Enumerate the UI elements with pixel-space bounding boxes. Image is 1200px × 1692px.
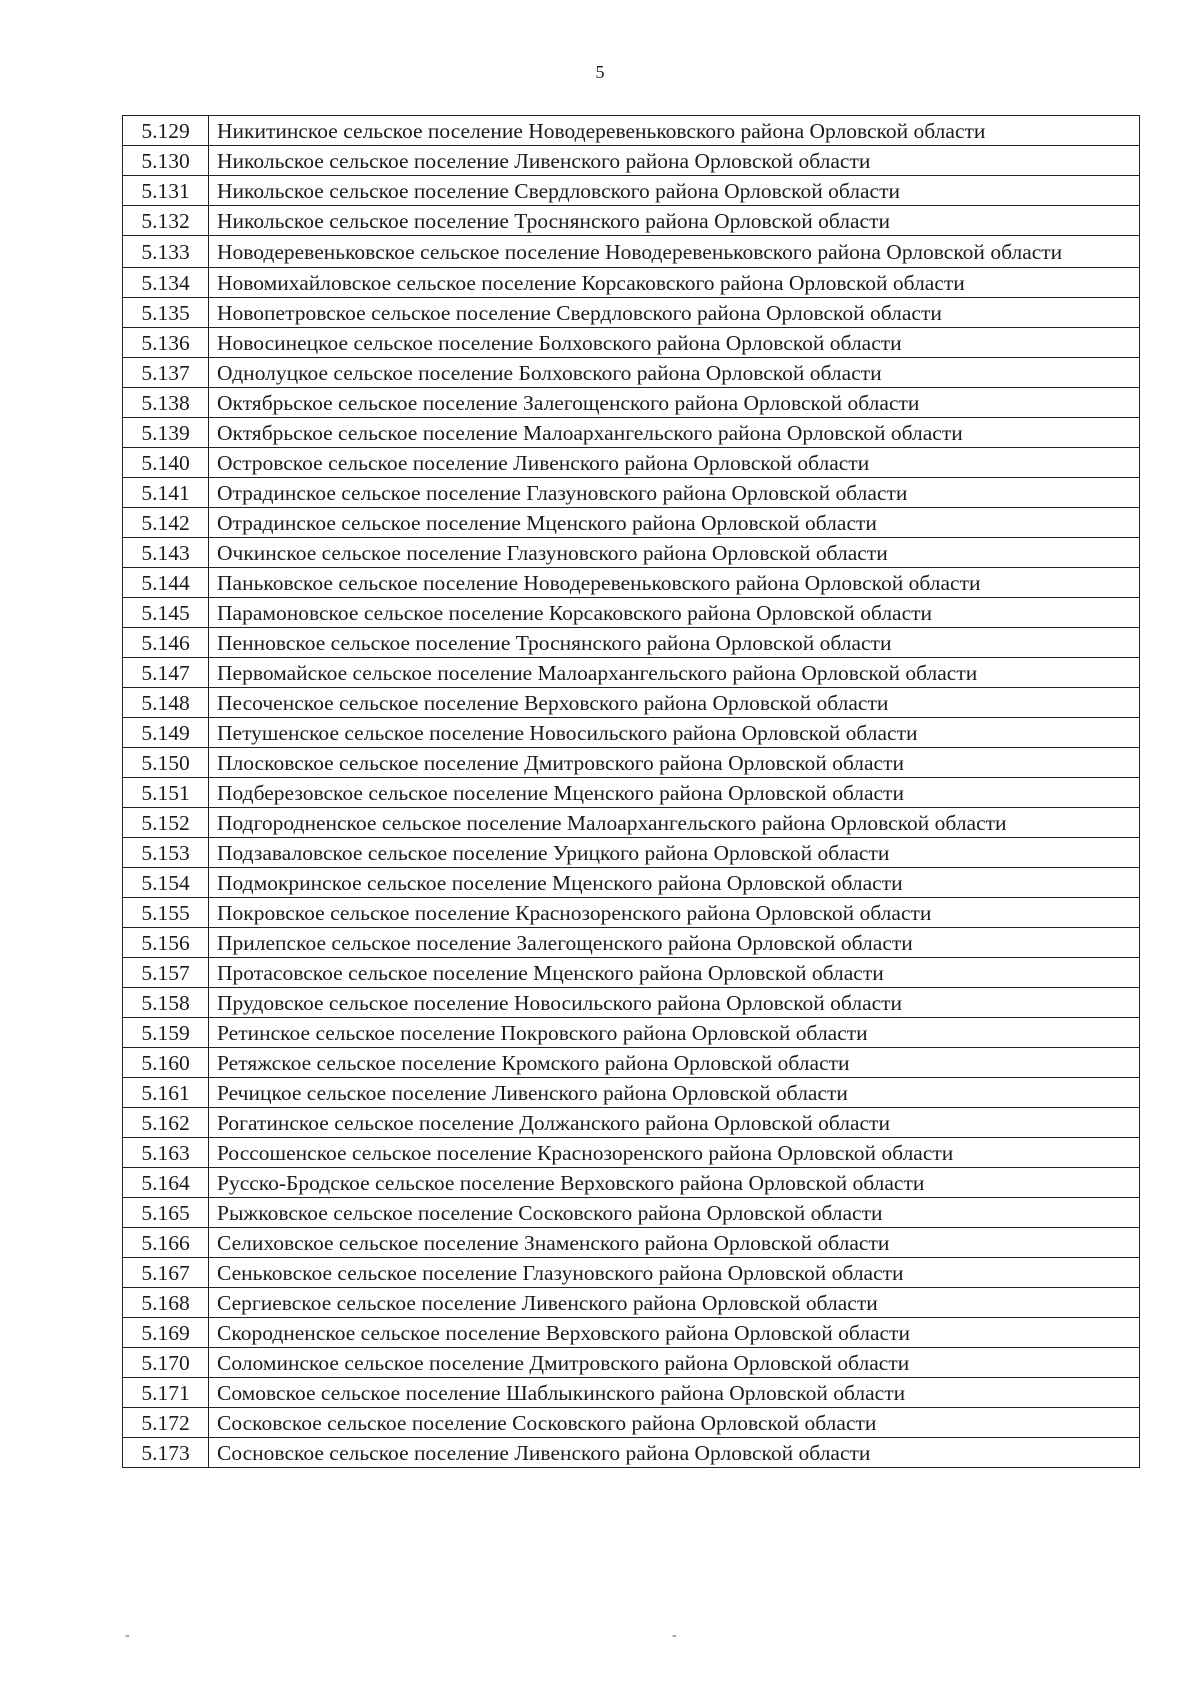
row-number-cell: 5.138 <box>123 388 209 418</box>
row-number-cell: 5.148 <box>123 688 209 718</box>
table-row <box>123 838 1140 868</box>
settlement-name-cell: Прудовское сельское поселение Новосильского района Орловской области <box>209 988 1140 1018</box>
table-body <box>123 116 1140 1468</box>
settlement-name-cell: Однолуцкое сельское поселение Болховского района Орловской области <box>209 358 1140 388</box>
settlement-name-cell: Речицкое сельское поселение Ливенского района Орловской области <box>209 1078 1140 1108</box>
settlement-name-cell: Покровское сельское поселение Краснозоренского района Орловской области <box>209 898 1140 928</box>
table-row <box>123 1258 1140 1288</box>
table-row <box>123 928 1140 958</box>
table-row <box>123 236 1140 268</box>
settlement-name-cell: Никольское сельское поселение Свердловского района Орловской области <box>209 176 1140 206</box>
table-row <box>123 176 1140 206</box>
row-number-cell: 5.157 <box>123 958 209 988</box>
row-number-cell: 5.172 <box>123 1408 209 1438</box>
row-number-cell: 5.152 <box>123 808 209 838</box>
row-number-cell: 5.164 <box>123 1168 209 1198</box>
row-number-cell: 5.160 <box>123 1048 209 1078</box>
settlement-name-cell: Новопетровское сельское поселение Свердловского района Орловской области <box>209 298 1140 328</box>
settlement-name-cell: Подберезовское сельское поселение Мценского района Орловской области <box>209 778 1140 808</box>
table-row <box>123 1438 1140 1468</box>
table-row <box>123 1348 1140 1378</box>
table-row <box>123 1288 1140 1318</box>
row-number-cell: 5.170 <box>123 1348 209 1378</box>
row-number-cell: 5.146 <box>123 628 209 658</box>
row-number-cell: 5.159 <box>123 1018 209 1048</box>
settlement-name-cell: Русско-Бродское сельское поселение Верховского района Орловской области <box>209 1168 1140 1198</box>
settlement-name-cell: Отрадинское сельское поселение Мценского района Орловской области <box>209 508 1140 538</box>
table-row <box>123 628 1140 658</box>
row-number-cell: 5.167 <box>123 1258 209 1288</box>
settlement-name-cell: Ретинское сельское поселение Покровского района Орловской области <box>209 1018 1140 1048</box>
table-row <box>123 1318 1140 1348</box>
settlement-name-cell: Соломинское сельское поселение Дмитровского района Орловской области <box>209 1348 1140 1378</box>
table-row <box>123 1078 1140 1108</box>
row-number-cell: 5.163 <box>123 1138 209 1168</box>
table-row <box>123 868 1140 898</box>
table-row <box>123 1018 1140 1048</box>
table-row <box>123 1408 1140 1438</box>
table-row <box>123 598 1140 628</box>
settlement-name-cell: Новомихайловское сельское поселение Корсаковского района Орловской области <box>209 268 1140 298</box>
table-row <box>123 268 1140 298</box>
settlement-name-cell: Протасовское сельское поселение Мценского района Орловской области <box>209 958 1140 988</box>
table-row <box>123 418 1140 448</box>
row-number-cell: 5.166 <box>123 1228 209 1258</box>
table-row <box>123 1108 1140 1138</box>
row-number-cell: 5.131 <box>123 176 209 206</box>
settlement-name-cell: Плосковское сельское поселение Дмитровского района Орловской области <box>209 748 1140 778</box>
settlement-name-cell: Подзаваловское сельское поселение Урицкого района Орловской области <box>209 838 1140 868</box>
settlement-name-cell: Сомовское сельское поселение Шаблыкинского района Орловской области <box>209 1378 1140 1408</box>
settlement-name-cell: Октябрьское сельское поселение Залегощенского района Орловской области <box>209 388 1140 418</box>
settlement-name-cell: Рогатинское сельское поселение Должанского района Орловской области <box>209 1108 1140 1138</box>
row-number-cell: 5.153 <box>123 838 209 868</box>
settlement-name-cell: Прилепское сельское поселение Залегощенского района Орловской области <box>209 928 1140 958</box>
table-row <box>123 958 1140 988</box>
row-number-cell: 5.143 <box>123 538 209 568</box>
row-number-cell: 5.135 <box>123 298 209 328</box>
table-row <box>123 538 1140 568</box>
row-number-cell: 5.142 <box>123 508 209 538</box>
table-row <box>123 748 1140 778</box>
settlement-name-cell: Пенновское сельское поселение Троснянского района Орловской области <box>209 628 1140 658</box>
table-row <box>123 1168 1140 1198</box>
table-row <box>123 688 1140 718</box>
scan-mark-left: - <box>125 1628 130 1643</box>
table-row <box>123 328 1140 358</box>
row-number-cell: 5.139 <box>123 418 209 448</box>
settlement-name-cell: Подмокринское сельское поселение Мценского района Орловской области <box>209 868 1140 898</box>
table-row <box>123 388 1140 418</box>
settlement-name-cell: Сергиевское сельское поселение Ливенского района Орловской области <box>209 1288 1140 1318</box>
table-row <box>123 718 1140 748</box>
table-row <box>123 478 1140 508</box>
settlement-name-cell: Первомайское сельское поселение Малоархангельского района Орловской области <box>209 658 1140 688</box>
row-number-cell: 5.151 <box>123 778 209 808</box>
row-number-cell: 5.158 <box>123 988 209 1018</box>
table-row <box>123 298 1140 328</box>
row-number-cell: 5.171 <box>123 1378 209 1408</box>
table-row <box>123 1378 1140 1408</box>
row-number-cell: 5.133 <box>123 236 209 268</box>
table-row <box>123 1228 1140 1258</box>
settlement-name-cell: Петушенское сельское поселение Новосильского района Орловской области <box>209 718 1140 748</box>
settlement-name-cell: Песоченское сельское поселение Верховского района Орловской области <box>209 688 1140 718</box>
row-number-cell: 5.134 <box>123 268 209 298</box>
row-number-cell: 5.162 <box>123 1108 209 1138</box>
settlement-name-cell: Новодеревеньковское сельское поселение Новодеревеньковского района Орловской области <box>209 236 1140 268</box>
table-row <box>123 448 1140 478</box>
table-row <box>123 1138 1140 1168</box>
row-number-cell: 5.147 <box>123 658 209 688</box>
settlement-name-cell: Новосинецкое сельское поселение Болховского района Орловской области <box>209 328 1140 358</box>
row-number-cell: 5.130 <box>123 146 209 176</box>
table-row <box>123 1048 1140 1078</box>
table-row <box>123 508 1140 538</box>
row-number-cell: 5.140 <box>123 448 209 478</box>
row-number-cell: 5.136 <box>123 328 209 358</box>
settlement-name-cell: Россошенское сельское поселение Краснозоренского района Орловской области <box>209 1138 1140 1168</box>
settlement-name-cell: Никольское сельское поселение Троснянского района Орловской области <box>209 206 1140 236</box>
table-row <box>123 658 1140 688</box>
table-row <box>123 1198 1140 1228</box>
settlement-name-cell: Паньковское сельское поселение Новодеревеньковского района Орловской области <box>209 568 1140 598</box>
settlement-name-cell: Очкинское сельское поселение Глазуновского района Орловской области <box>209 538 1140 568</box>
row-number-cell: 5.161 <box>123 1078 209 1108</box>
table-row <box>123 898 1140 928</box>
table-row <box>123 568 1140 598</box>
table-row <box>123 116 1140 146</box>
settlement-name-cell: Сосковское сельское поселение Сосковского района Орловской области <box>209 1408 1140 1438</box>
page-number: 5 <box>595 62 605 82</box>
table-row <box>123 146 1140 176</box>
row-number-cell: 5.129 <box>123 116 209 146</box>
row-number-cell: 5.144 <box>123 568 209 598</box>
row-number-cell: 5.165 <box>123 1198 209 1228</box>
table-row <box>123 358 1140 388</box>
row-number-cell: 5.173 <box>123 1438 209 1468</box>
settlement-name-cell: Отрадинское сельское поселение Глазуновского района Орловской области <box>209 478 1140 508</box>
settlement-name-cell: Никитинское сельское поселение Новодеревеньковского района Орловской области <box>209 116 1140 146</box>
row-number-cell: 5.150 <box>123 748 209 778</box>
row-number-cell: 5.141 <box>123 478 209 508</box>
settlement-name-cell: Скородненское сельское поселение Верховского района Орловской области <box>209 1318 1140 1348</box>
settlement-name-cell: Парамоновское сельское поселение Корсаковского района Орловской области <box>209 598 1140 628</box>
row-number-cell: 5.169 <box>123 1318 209 1348</box>
settlement-name-cell: Подгородненское сельское поселение Малоархангельского района Орловской области <box>209 808 1140 838</box>
row-number-cell: 5.137 <box>123 358 209 388</box>
settlement-name-cell: Рыжковское сельское поселение Сосковского района Орловской области <box>209 1198 1140 1228</box>
row-number-cell: 5.168 <box>123 1288 209 1318</box>
row-number-cell: 5.132 <box>123 206 209 236</box>
row-number-cell: 5.156 <box>123 928 209 958</box>
row-number-cell: 5.149 <box>123 718 209 748</box>
settlements-table <box>122 115 1140 1468</box>
table-row <box>123 206 1140 236</box>
settlement-name-cell: Селиховское сельское поселение Знаменского района Орловской области <box>209 1228 1140 1258</box>
table-row <box>123 778 1140 808</box>
settlement-name-cell: Октябрьское сельское поселение Малоархангельского района Орловской области <box>209 418 1140 448</box>
table-row <box>123 808 1140 838</box>
row-number-cell: 5.145 <box>123 598 209 628</box>
settlement-name-cell: Ретяжское сельское поселение Кромского района Орловской области <box>209 1048 1140 1078</box>
scan-mark-center: - <box>672 1628 677 1643</box>
settlement-name-cell: Сосновское сельское поселение Ливенского района Орловской области <box>209 1438 1140 1468</box>
settlement-name-cell: Никольское сельское поселение Ливенского района Орловской области <box>209 146 1140 176</box>
settlement-name-cell: Сеньковское сельское поселение Глазуновского района Орловской области <box>209 1258 1140 1288</box>
table-row <box>123 988 1140 1018</box>
row-number-cell: 5.154 <box>123 868 209 898</box>
settlement-name-cell: Островское сельское поселение Ливенского района Орловской области <box>209 448 1140 478</box>
row-number-cell: 5.155 <box>123 898 209 928</box>
